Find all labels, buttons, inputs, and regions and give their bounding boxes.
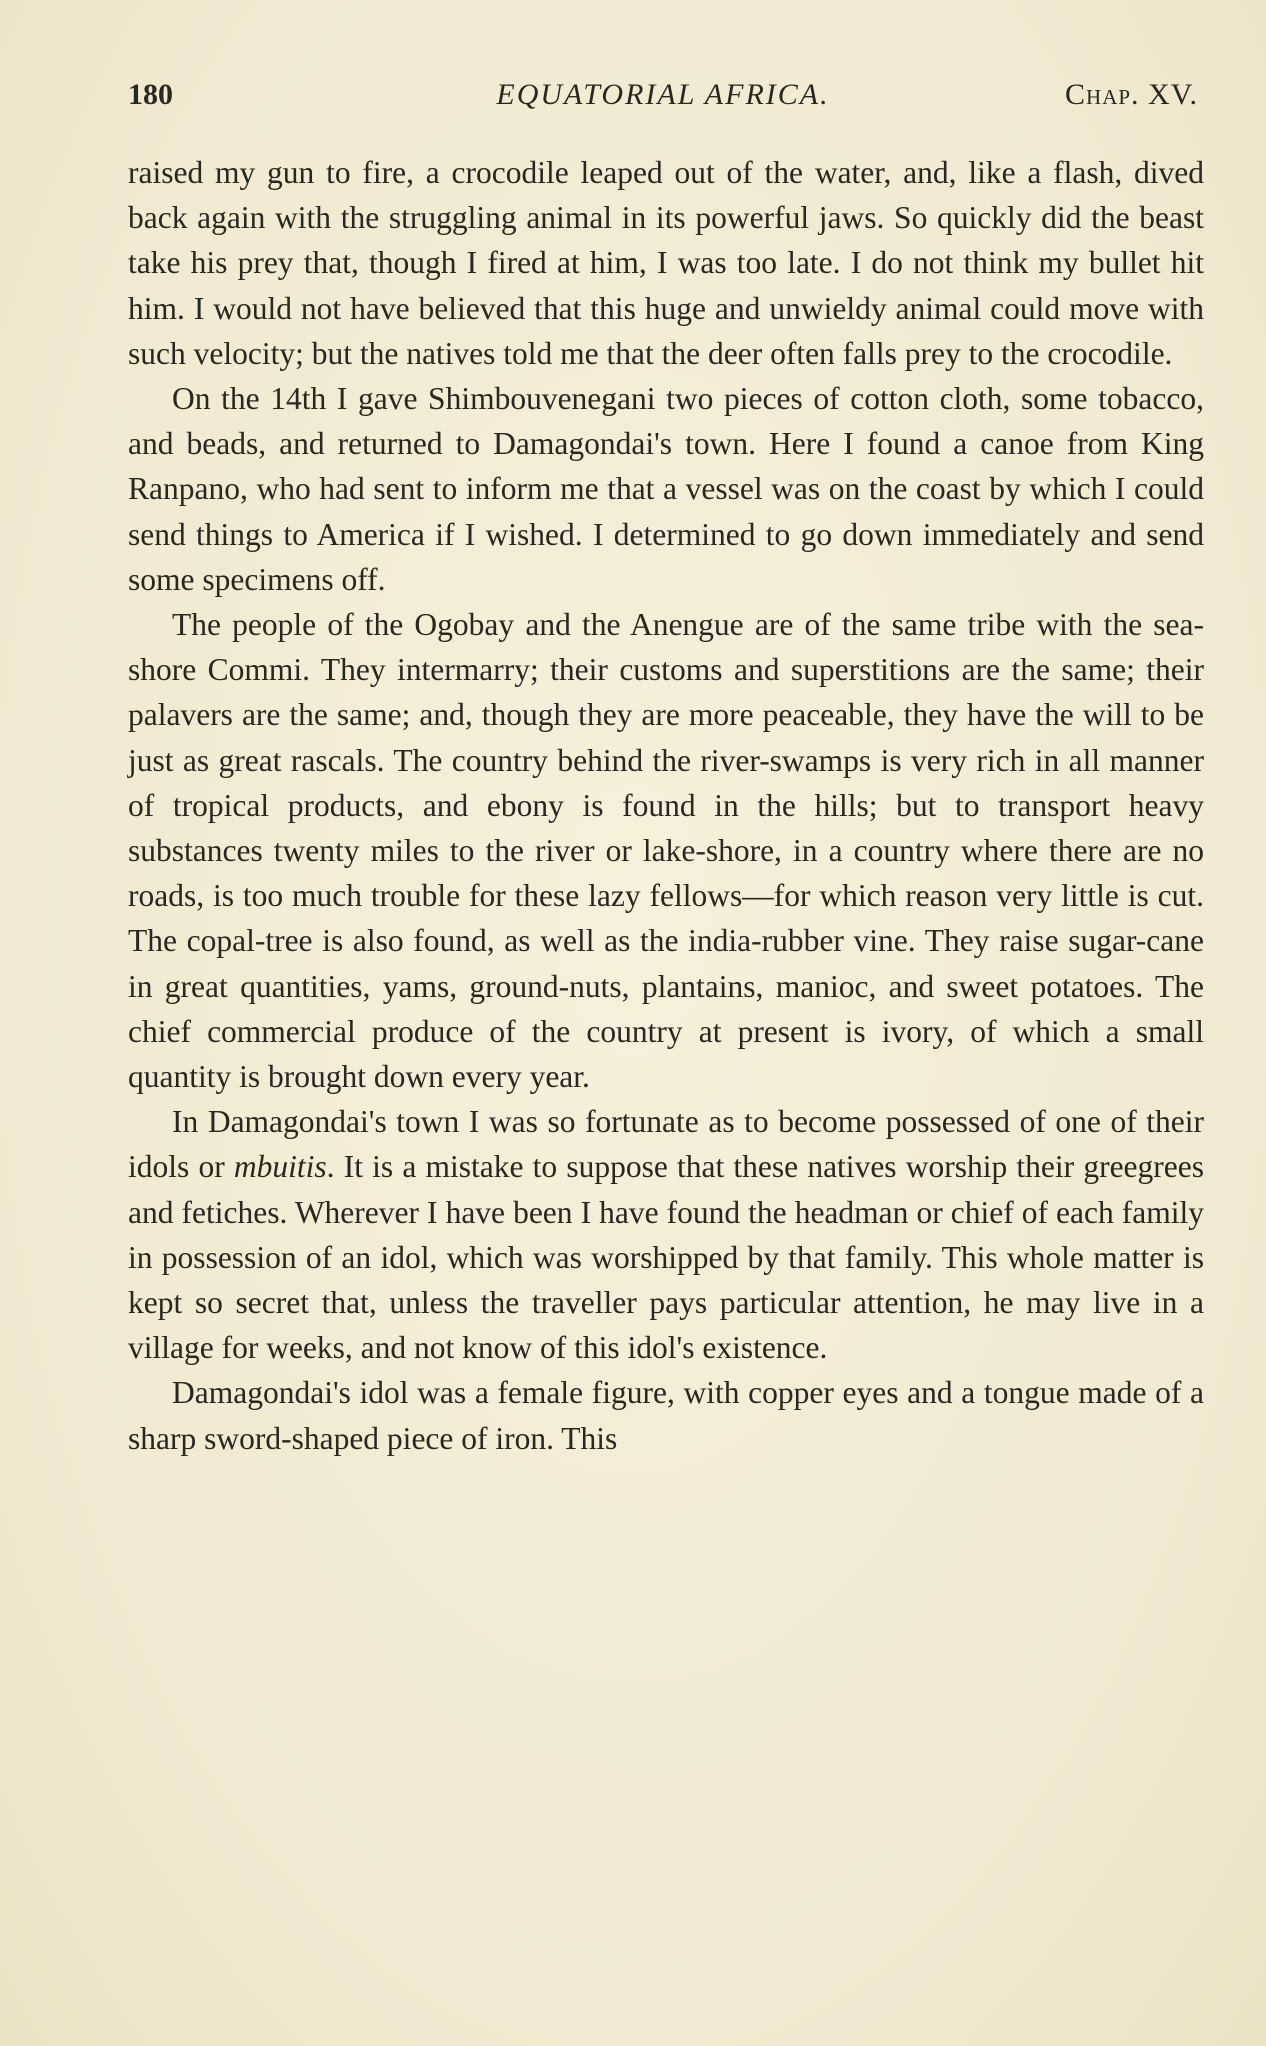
chapter-label: Chap. XV. — [1065, 78, 1198, 111]
body-text — [128, 150, 1204, 1461]
page-number: 180 — [128, 78, 173, 111]
italic-term: mbuitis — [233, 1149, 327, 1185]
book-title: EQUATORIAL AFRICA. — [496, 78, 830, 111]
paragraph-3: The people of the Ogobay and the Anengue are of the same tribe with the sea-shore Commi. They intermarry; their customs and superstitions are the same; their palavers are the same; and, though they are more peaceable, they have the will to be just as great rascals. The country behind the river-swamps is very rich in all manner of tropical products, and ebony is found in the hills; but to transport heavy substances twenty miles to the river or lake-shore, in a country where there are no roads, is too much trouble for these lazy fellows—for which reason very little is cut. The copal-tree is also found, as well as the india-rubber vine. They raise sugar-cane in great quantities, yams, ground-nuts, plantains, manioc, and sweet potatoes. The chief commercial produce of the country at present is ivory, of which a small quantity is brought down every year. — [128, 607, 1204, 1095]
paragraph-1: raised my gun to fire, a crocodile leaped out of the water, and, like a flash, dived back again with the struggling animal in its powerful jaws. So quickly did the beast take his prey that, though I fired at him, I was too late. I do not think my bullet hit him. I would not have believed that this huge and unwieldy animal could move with such velocity; but the natives told me that the deer often falls prey to the crocodile. — [128, 155, 1204, 371]
paragraph-4: In Damagondai's town I was so fortunate as to become possessed of one of their idols or mbuitis. It is a mistake to suppose that these natives worship their greegrees and fetiches. Wherever I have been I have found the headman or chief of each family in possession of an idol, which was worshipped by that family. This whole matter is kept so secret that, unless the traveller pays particular attention, he may live in a village for weeks, and not know of this idol's existence. — [128, 1104, 1204, 1366]
paragraph-2: On the 14th I gave Shimbouvenegani two pieces of cotton cloth, some tobacco, and beads, and returned to Damagondai's town. Here I found a canoe from King Ranpano, who had sent to inform me that a vessel was on the coast by which I could send things to America if I wished. I determined to go down immediately and send some specimens off. — [128, 381, 1204, 597]
running-head — [128, 78, 1198, 118]
paragraph-5: Damagondai's idol was a female figure, with copper eyes and a tongue made of a sharp sword-shaped piece of iron. This — [128, 1375, 1204, 1456]
